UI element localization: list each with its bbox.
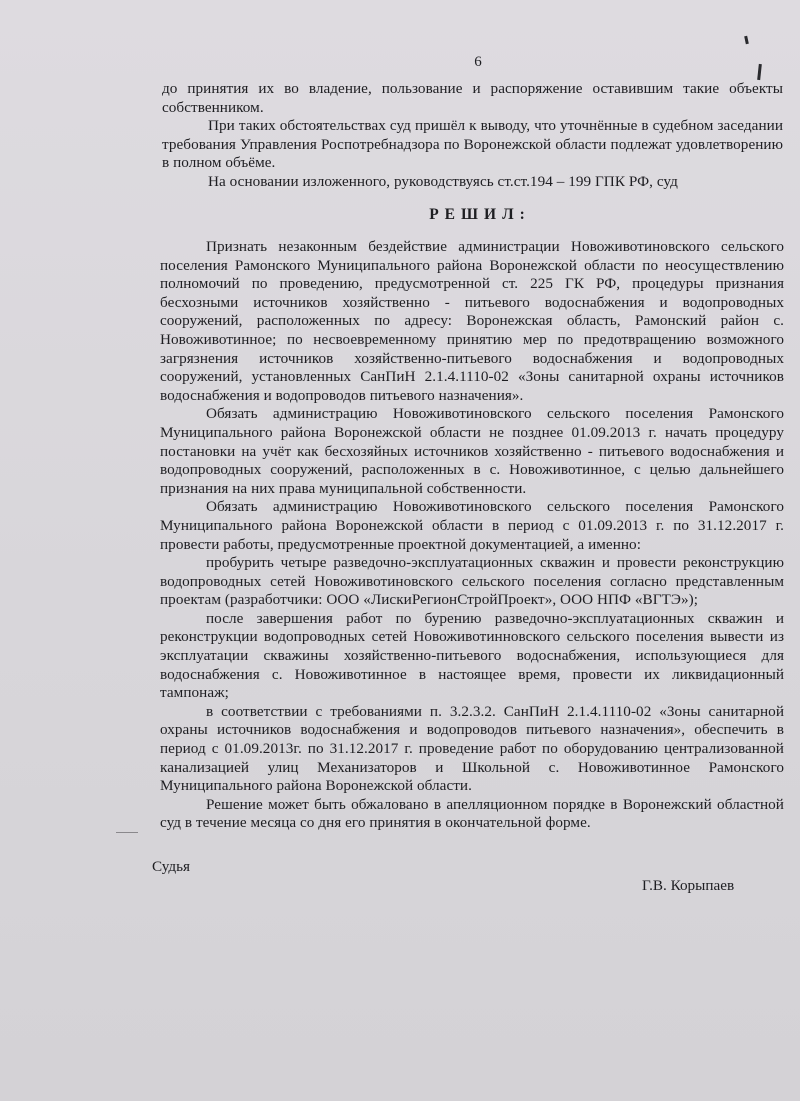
page-number: 6: [474, 54, 482, 70]
paragraph-court-conclusion: При таких обстоятельствах суд пришёл к выводу, что уточнённые в судебном заседании требования Управления Роспотребнадзора по Воронежской области подлежат удовлетворению в полном объёме.: [162, 117, 783, 172]
decision-subitem-drilling: пробурить четыре разведочно-эксплуатационных скважин и провести реконструкцию водопроводных сетей Новоживотиновского сельского поселения согласно представленным проектам (разработчики: ООО «ЛискиРегионСтройПроект», ООО НПФ «ВГТЭ»);: [160, 554, 784, 609]
preamble-text: [162, 80, 783, 192]
judge-name: Г.В. Корыпаев: [642, 877, 735, 894]
decision-subitem-sewerage: в соответствии с требованиями п. 3.2.3.2. СанПиН 2.1.4.1110-02 «Зоны санитарной охраны источников водоснабжения и водопроводов питьевого назначения», обеспечить в период с 01.09.2013г. по 31.12.2017 г. проведение работ по оборудованию централизованной канализацией улиц Механизаторов и Школьной с. Новоживотинное Рамонского Муниципального района Воронежской области.: [160, 702, 784, 795]
judge-title: Судья: [152, 858, 191, 875]
decision-item-inaction: Признать незаконным бездействие администрации Новоживотиновского сельского поселения Рамонского Муниципального района Воронежской области по неосуществлению полномочий по проведению, предусмотренной ст. 225 ГК РФ, процедуры признания бесхозными источников хозяйственно - питьевого водоснабжения и водопроводных сооружений, расположенных по адресу: Воронежская область, Рамонский район с. Новоживотинное; по несвоевременному принятию мер по предотвращению возможного загрязнения источников хозяйственно-питьевого водоснабжения и водопроводных сооружений, установленных СанПиН 2.1.4.1110-02 «Зоны санитарной охраны источников водоснабжения и водопроводов питьевого назначения».: [160, 238, 784, 404]
scan-margin-line: [116, 832, 138, 833]
decision-text: [160, 238, 784, 833]
appeal-notice: Решение может быть обжаловано в апелляционном порядке в Воронежский областной суд в течение месяца со дня его принятия в окончательной форме.: [160, 795, 784, 832]
decision-subitem-decommission: после завершения работ по бурению разведочно-эксплуатационных скважин и реконструкции водопроводных сетей Новоживотинновского сельского поселения вывести из эксплуатации скважины хозяйственно-питьевого водоснабжения, использующиеся для водоснабжения с. Новоживотинное в настоящее время, провести их ликвидационный тампонаж;: [160, 609, 784, 702]
decision-item-works: Обязать администрацию Новоживотиновского сельского поселения Рамонского Муниципального района Воронежской области в период с 01.09.2013 г. по 31.12.2017 г. провести работы, предусмотренные проектной документацией, а именно:: [160, 498, 784, 553]
decision-item-registration: Обязать администрацию Новоживотиновского сельского поселения Рамонского Муниципального района Воронежской области не позднее 01.09.2013 г. начать процедуру постановки на учёт как бесхозяйных источников хозяйственно - питьевого водоснабжения и водопроводных сооружений, расположенных в с. Новоживотинное, с целью дальнейшего признания на них права муниципальной собственности.: [160, 405, 784, 497]
paragraph-ownership: до принятия их во владение, пользование и распоряжение оставившим такие объекты собственником.: [162, 80, 783, 116]
decision-heading: РЕШИЛ:: [429, 206, 531, 223]
paragraph-legal-basis: На основании изложенного, руководствуясь ст.ст.194 – 199 ГПК РФ, суд: [208, 172, 678, 190]
scan-mark: [744, 36, 749, 44]
scan-mark: [757, 64, 762, 80]
